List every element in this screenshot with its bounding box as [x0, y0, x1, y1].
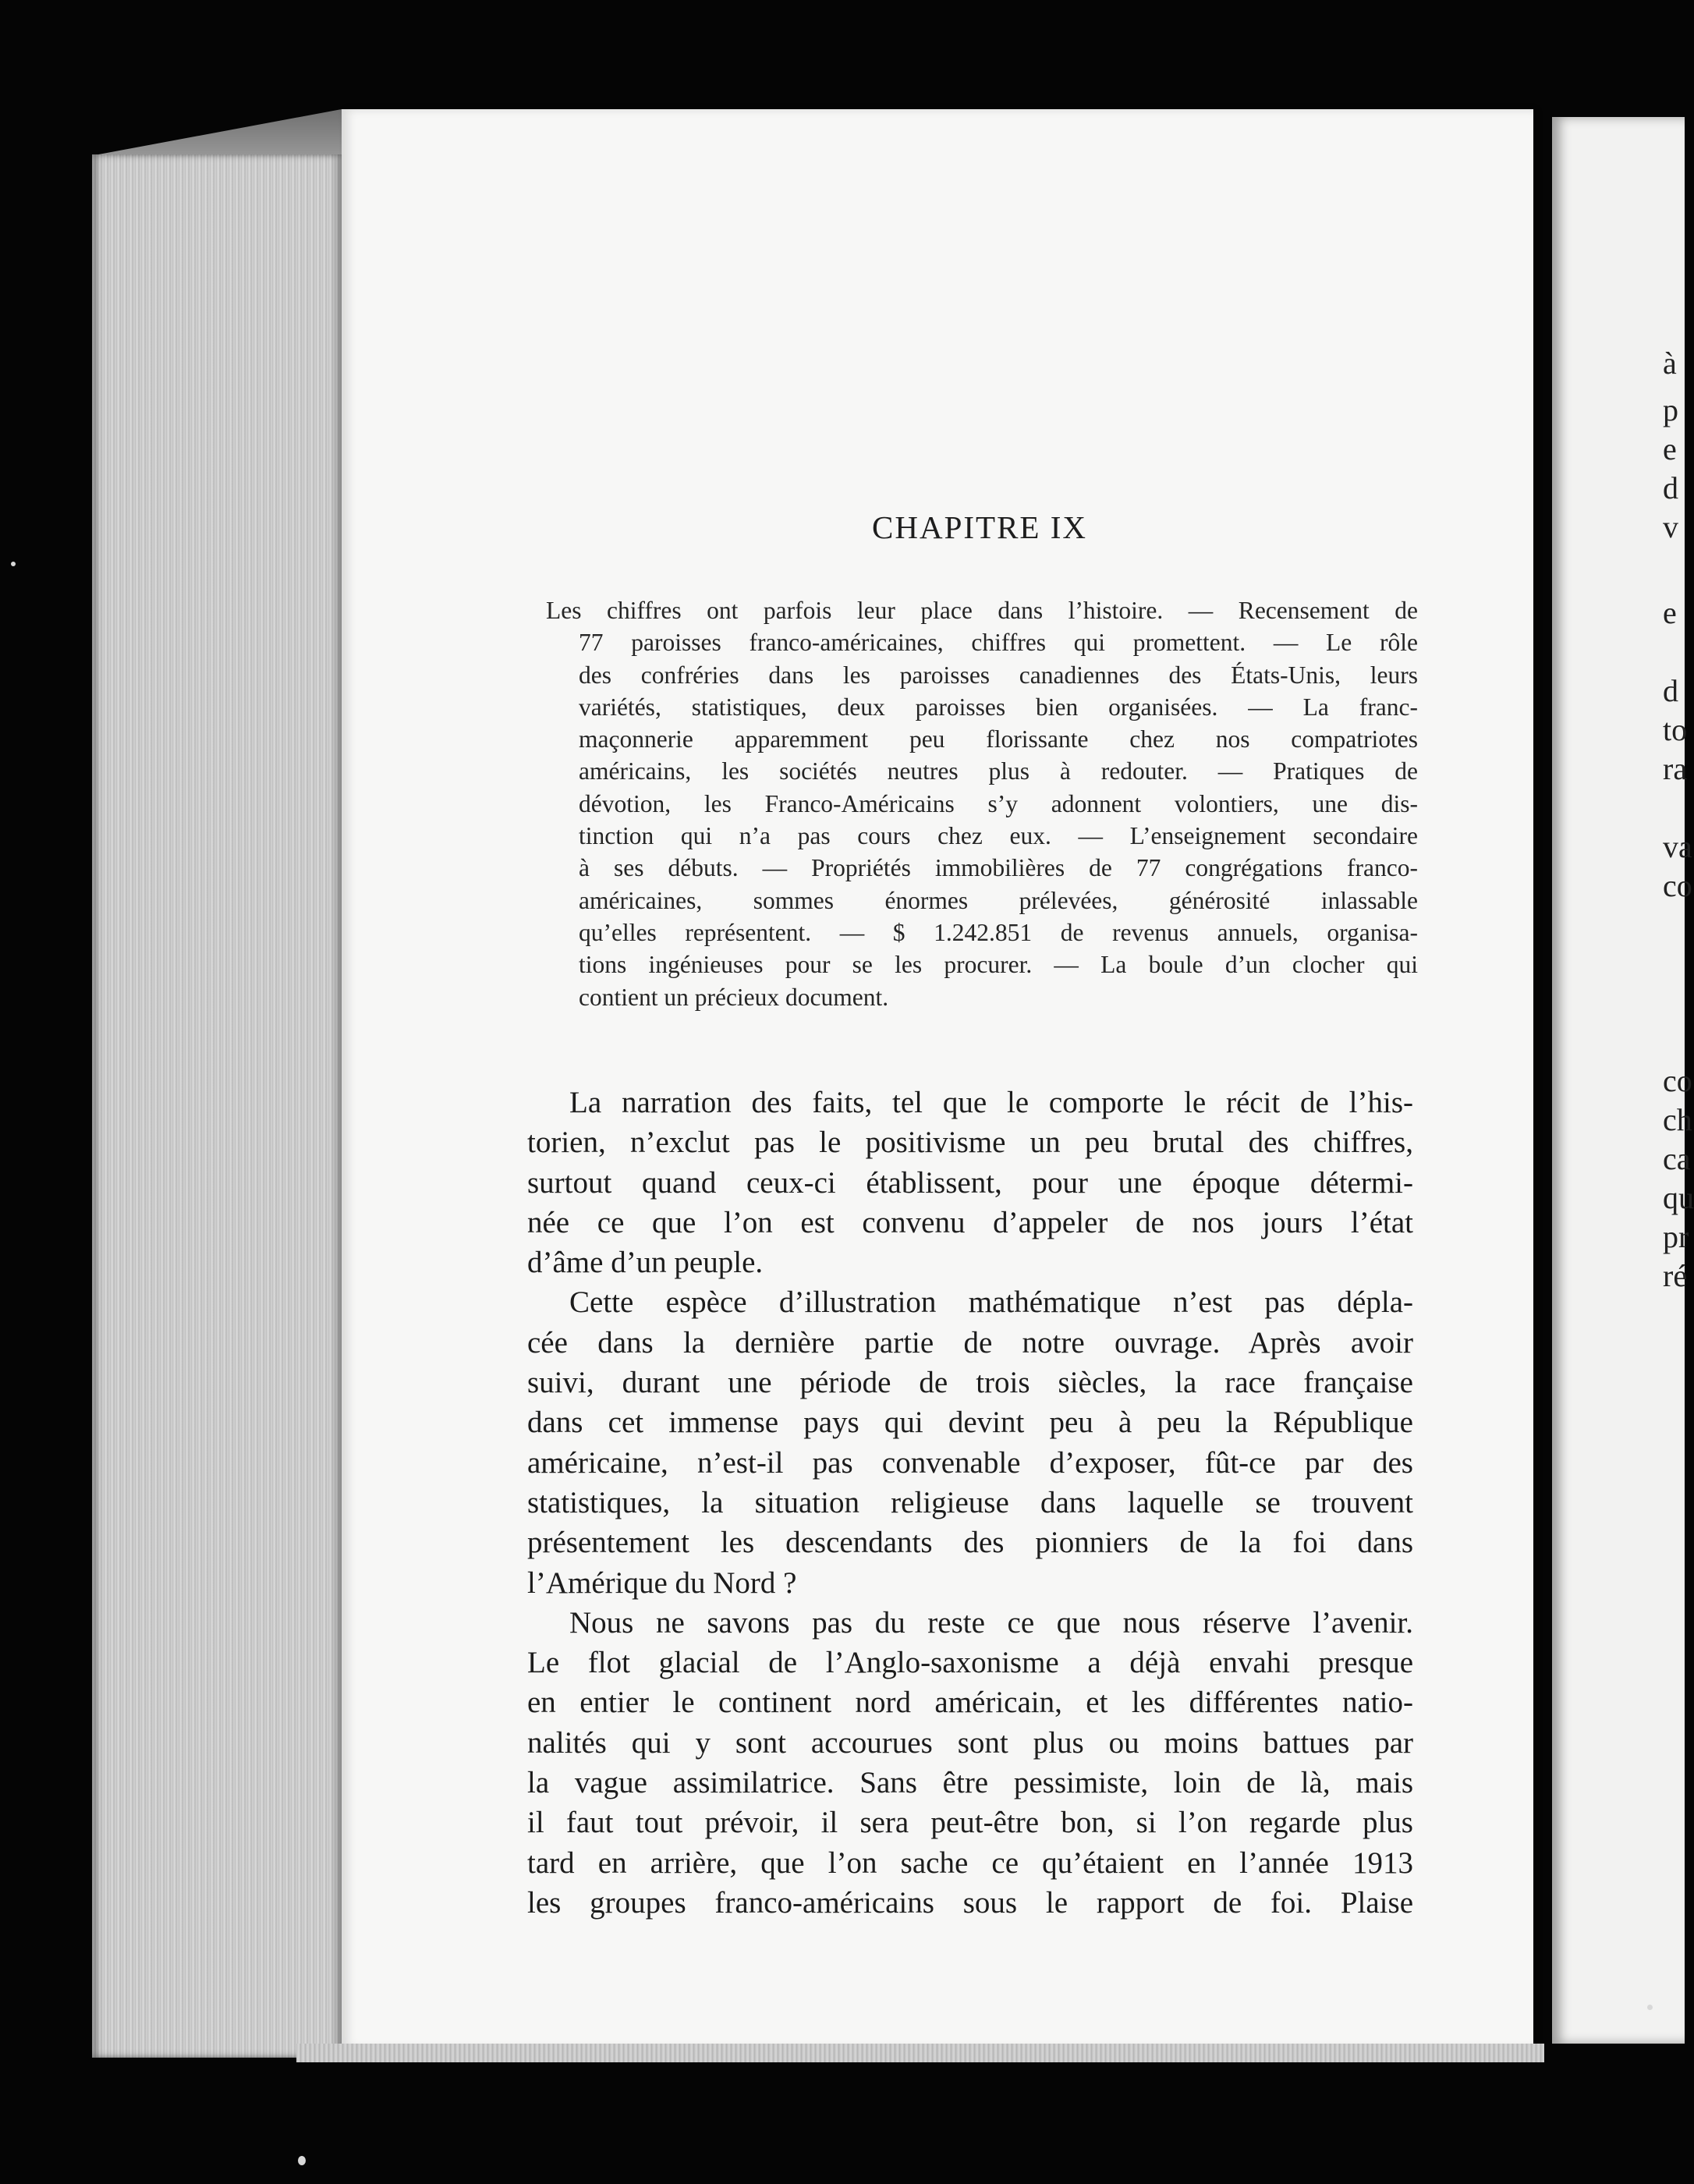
body-line: née ce que l’on est convenu d’appeler de nos jours l’état — [527, 1205, 1413, 1239]
body-text — [527, 1083, 1413, 1923]
body-line: statistiques, la situation religieuse dans laquelle se trouvent — [527, 1485, 1413, 1519]
facing-page-fragment: v — [1663, 509, 1678, 544]
body-line: suivi, durant une période de trois siècles, la race française — [527, 1366, 1413, 1400]
summary-line: à ses débuts. — Propriétés immobilières de 77 congrégations franco- — [579, 854, 1418, 882]
body-line: présentement les descendants des pionniers de la foi dans — [527, 1526, 1413, 1560]
body-line: Nous ne savons pas du reste ce que nous réserve l’avenir. — [569, 1605, 1413, 1640]
summary-line: américains, les sociétés neutres plus à redouter. — Pratiques de — [579, 757, 1418, 785]
facing-page-fragment: va — [1663, 829, 1692, 864]
body-line: cée dans la dernière partie de notre ouvrage. Après avoir — [527, 1325, 1413, 1360]
facing-page-fragment: à — [1663, 346, 1677, 381]
body-line: il faut tout prévoir, il sera peut-être bon, si l’on regarde plus — [527, 1806, 1413, 1840]
facing-page-fragment: co — [1663, 868, 1692, 903]
film-speck — [298, 2156, 306, 2165]
chapter-summary — [546, 594, 1418, 1013]
facing-page-fragment: ra — [1663, 751, 1688, 786]
summary-line: dévotion, les Franco-Américains s’y adonnent volontiers, une dis- — [579, 789, 1418, 817]
facing-page — [1552, 117, 1694, 2044]
summary-line: qu’elles représentent. — $ 1.242.851 de revenus annuels, organisa- — [579, 918, 1418, 946]
facing-page-fragment: ch — [1663, 1102, 1692, 1137]
summary-line: tinction qui n’a pas cours chez eux. — L’enseignement secondaire — [579, 822, 1418, 850]
summary-line: tions ingénieuses pour se les procurer. — La boule d’un clocher qui — [579, 951, 1418, 979]
summary-line: maçonnerie apparemment peu florissante chez nos compatriotes — [579, 725, 1418, 753]
summary-line: 77 paroisses franco-américaines, chiffres qui promettent. — Le rôle — [579, 629, 1418, 657]
body-line: Le flot glacial de l’Anglo-saxonisme a déjà envahi presque — [527, 1646, 1413, 1680]
chapter-title: CHAPITRE IX — [872, 509, 1087, 545]
body-line: Cette espèce d’illustration mathématique n’est pas dépla- — [569, 1285, 1413, 1320]
summary-line: des confréries dans les paroisses canadiennes des États-Unis, leurs — [579, 661, 1418, 689]
facing-page-fragment: qu — [1663, 1180, 1694, 1215]
facing-page-fragment: to — [1663, 712, 1688, 747]
body-line: la vague assimilatrice. Sans être pessimiste, loin de là, mais — [527, 1766, 1413, 1800]
body-line: l’Amérique du Nord ? — [527, 1565, 797, 1600]
summary-line: variétés, statistiques, deux paroisses bien organisées. — La franc- — [579, 693, 1418, 721]
body-line: surtout quand ceux-ci établissent, pour une époque détermi- — [527, 1165, 1413, 1200]
film-speck — [1647, 2005, 1653, 2010]
facing-page-fragment: p — [1663, 392, 1678, 427]
facing-page-fragment: ca — [1663, 1141, 1691, 1176]
facing-page-fragment: d — [1663, 673, 1678, 708]
book-page-edges — [92, 154, 342, 2058]
facing-page-fragment: co — [1663, 1063, 1692, 1098]
body-line: d’âme d’un peuple. — [527, 1246, 764, 1280]
summary-line: contient un précieux document. — [579, 983, 889, 1011]
body-line: dans cet immense pays qui devint peu à peu la République — [527, 1406, 1413, 1440]
facing-page-fragment: pr — [1663, 1219, 1689, 1254]
summary-line: américaines, sommes énormes prélevées, générosité inlassable — [579, 886, 1418, 914]
facing-page-fragment: d — [1663, 470, 1678, 505]
facing-page-fragment: e — [1663, 595, 1677, 630]
body-line: en entier le continent nord américain, et les différentes natio- — [527, 1686, 1413, 1720]
body-line: tard en arrière, que l’on sache ce qu’étaient en l’année 1913 — [527, 1845, 1413, 1880]
summary-line: Les chiffres ont parfois leur place dans l’histoire. — Recensement de — [546, 597, 1418, 624]
book-bottom-edge — [296, 2044, 1544, 2062]
body-line: nalités qui y sont accourues sont plus ou moins battues par — [527, 1725, 1413, 1760]
body-line: les groupes franco-américains sous le rapport de foi. Plaise — [527, 1885, 1413, 1920]
film-speck — [11, 562, 16, 566]
body-line: américaine, n’est-il pas convenable d’exposer, fût-ce par des — [527, 1445, 1413, 1480]
facing-page-fragment: ré — [1663, 1258, 1688, 1293]
body-line: La narration des faits, tel que le comporte le récit de l’his- — [569, 1086, 1413, 1119]
facing-page-fragment: e — [1663, 431, 1677, 466]
body-line: torien, n’exclut pas le positivisme un peu brutal des chiffres, — [527, 1126, 1413, 1160]
